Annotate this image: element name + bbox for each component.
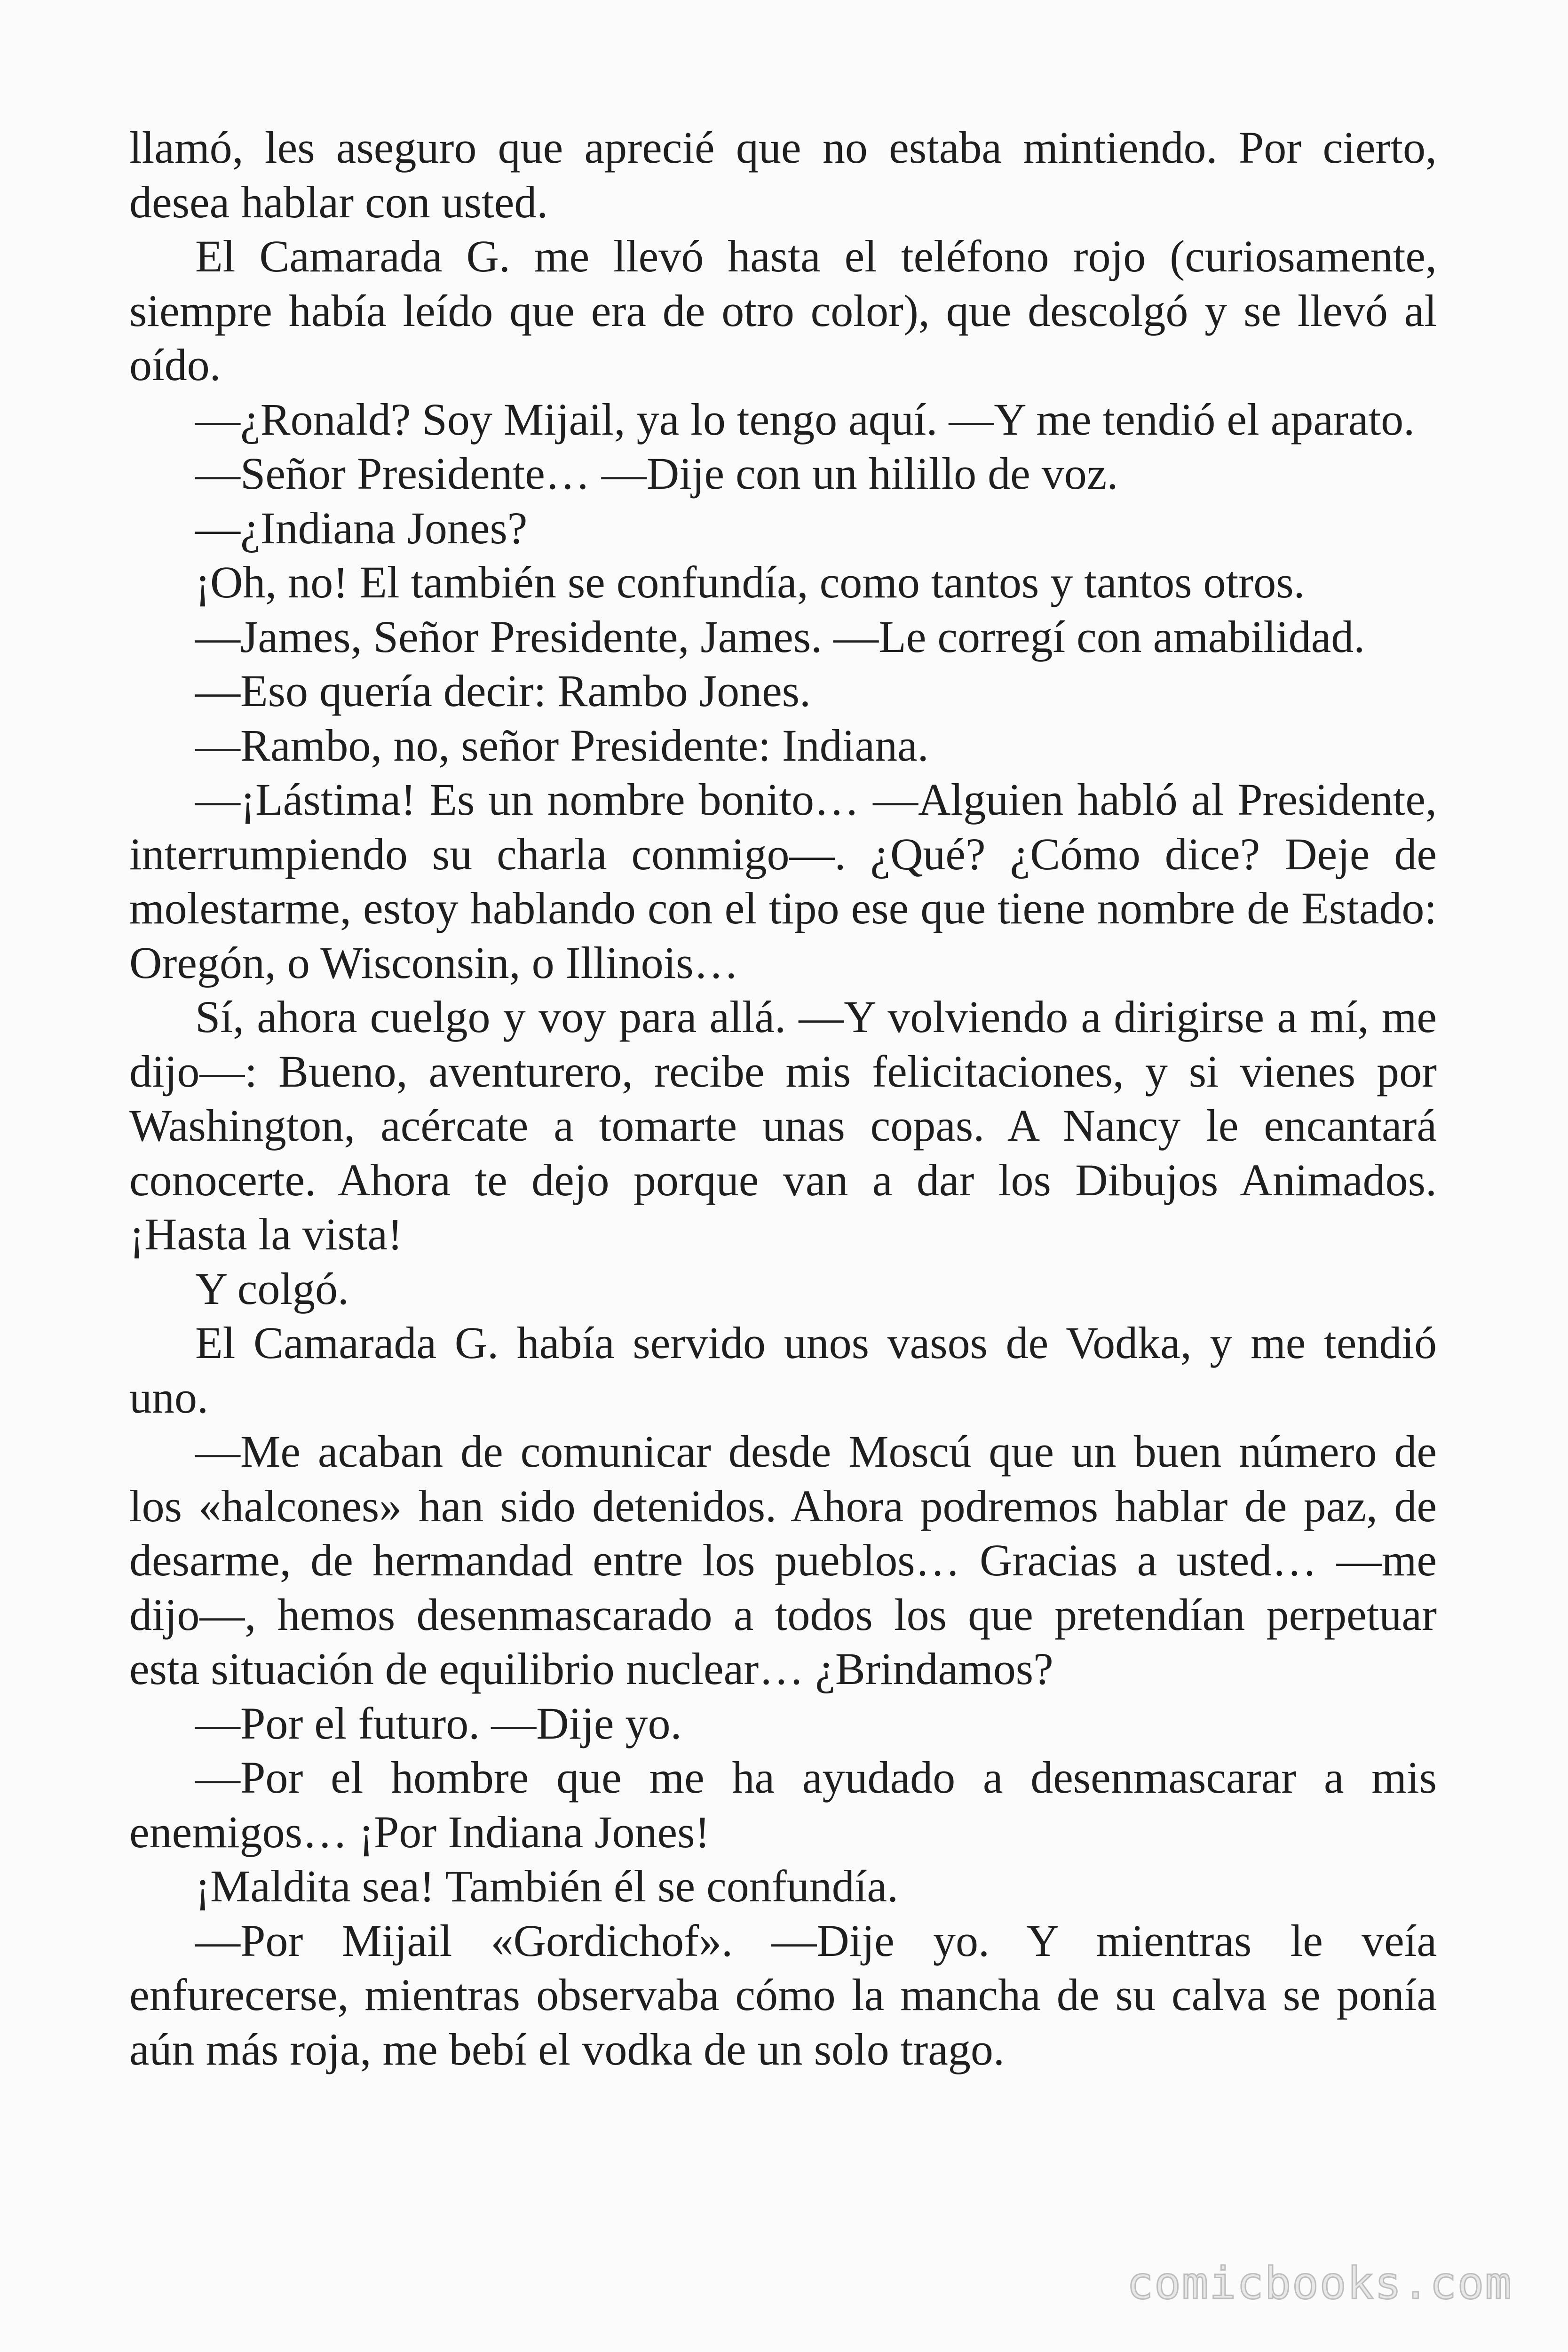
paragraph: —James, Señor Presidente, James. —Le corregí con amabilidad.: [195, 611, 1365, 662]
paragraph: llamó, les aseguro que aprecié que no estaba mintiendo. Por cierto, desea hablar con usted.: [129, 122, 1437, 227]
paragraph: —Por el hombre que me ha ayudado a desenmascarar a mis enemigos… ¡Por Indiana Jones!: [129, 1752, 1437, 1857]
paragraph: Y colgó.: [195, 1263, 349, 1314]
paragraph: —Me acaban de comunicar desde Moscú que un buen número de los «halcones» han sido detenidos. Ahora podremos hablar de paz, de desarme, de hermandad entre los pueblos… Gracias a usted… —me dijo—, hemos desenmascarado a todos los que pretendían perpetuar esta situación de equilibrio nuclear… ¿Brindamos?: [129, 1426, 1437, 1694]
paragraph: —Rambo, no, señor Presidente: Indiana.: [195, 720, 929, 771]
paragraph: El Camarada G. había servido unos vasos de Vodka, y me tendió uno.: [129, 1318, 1437, 1422]
paragraph: ¡Maldita sea! También él se confundía.: [195, 1861, 898, 1911]
paragraph: —¿Ronald? Soy Mijail, ya lo tengo aquí. —Y me tendió el aparato.: [195, 394, 1415, 445]
watermark: comicbooks.com: [1126, 2258, 1513, 2309]
paragraph: —Eso quería decir: Rambo Jones.: [195, 666, 811, 716]
paragraph: —¡Lástima! Es un nombre bonito… —Alguien habló al Presidente, interrumpiendo su charla conmigo—. ¿Qué? ¿Cómo dice? Deje de molestarme, estoy hablando con el tipo ese que tiene nombre de Estado: Oregón, o Wisconsin, o Illinois…: [129, 774, 1437, 988]
paragraph: Sí, ahora cuelgo y voy para allá. —Y volviendo a dirigirse a mí, me dijo—: Bueno, aventurero, recibe mis felicitaciones, y si vienes por Washington, acércate a tomarte unas copas. A Nancy le encantará conocerte. Ahora te dejo porque van a dar los Dibujos Animados. ¡Hasta la vista!: [129, 992, 1437, 1259]
paragraph: El Camarada G. me llevó hasta el teléfono rojo (curiosamente, siempre había leído que era de otro color), que descolgó y se llevó al oído.: [129, 231, 1437, 390]
paragraph: —¿Indiana Jones?: [195, 502, 528, 553]
paragraph: ¡Oh, no! El también se confundía, como tantos y tantos otros.: [195, 557, 1305, 607]
paragraph: —Por el futuro. —Dije yo.: [195, 1698, 682, 1748]
page-text: [129, 120, 1437, 2076]
paragraph: —Por Mijail «Gordichof». —Dije yo. Y mientras le veía enfurecerse, mientras observaba cómo la mancha de su calva se ponía aún más roja, me bebí el vodka de un solo trago.: [129, 1915, 1437, 2074]
paragraph: —Señor Presidente… —Dije con un hilillo de voz.: [195, 448, 1118, 499]
